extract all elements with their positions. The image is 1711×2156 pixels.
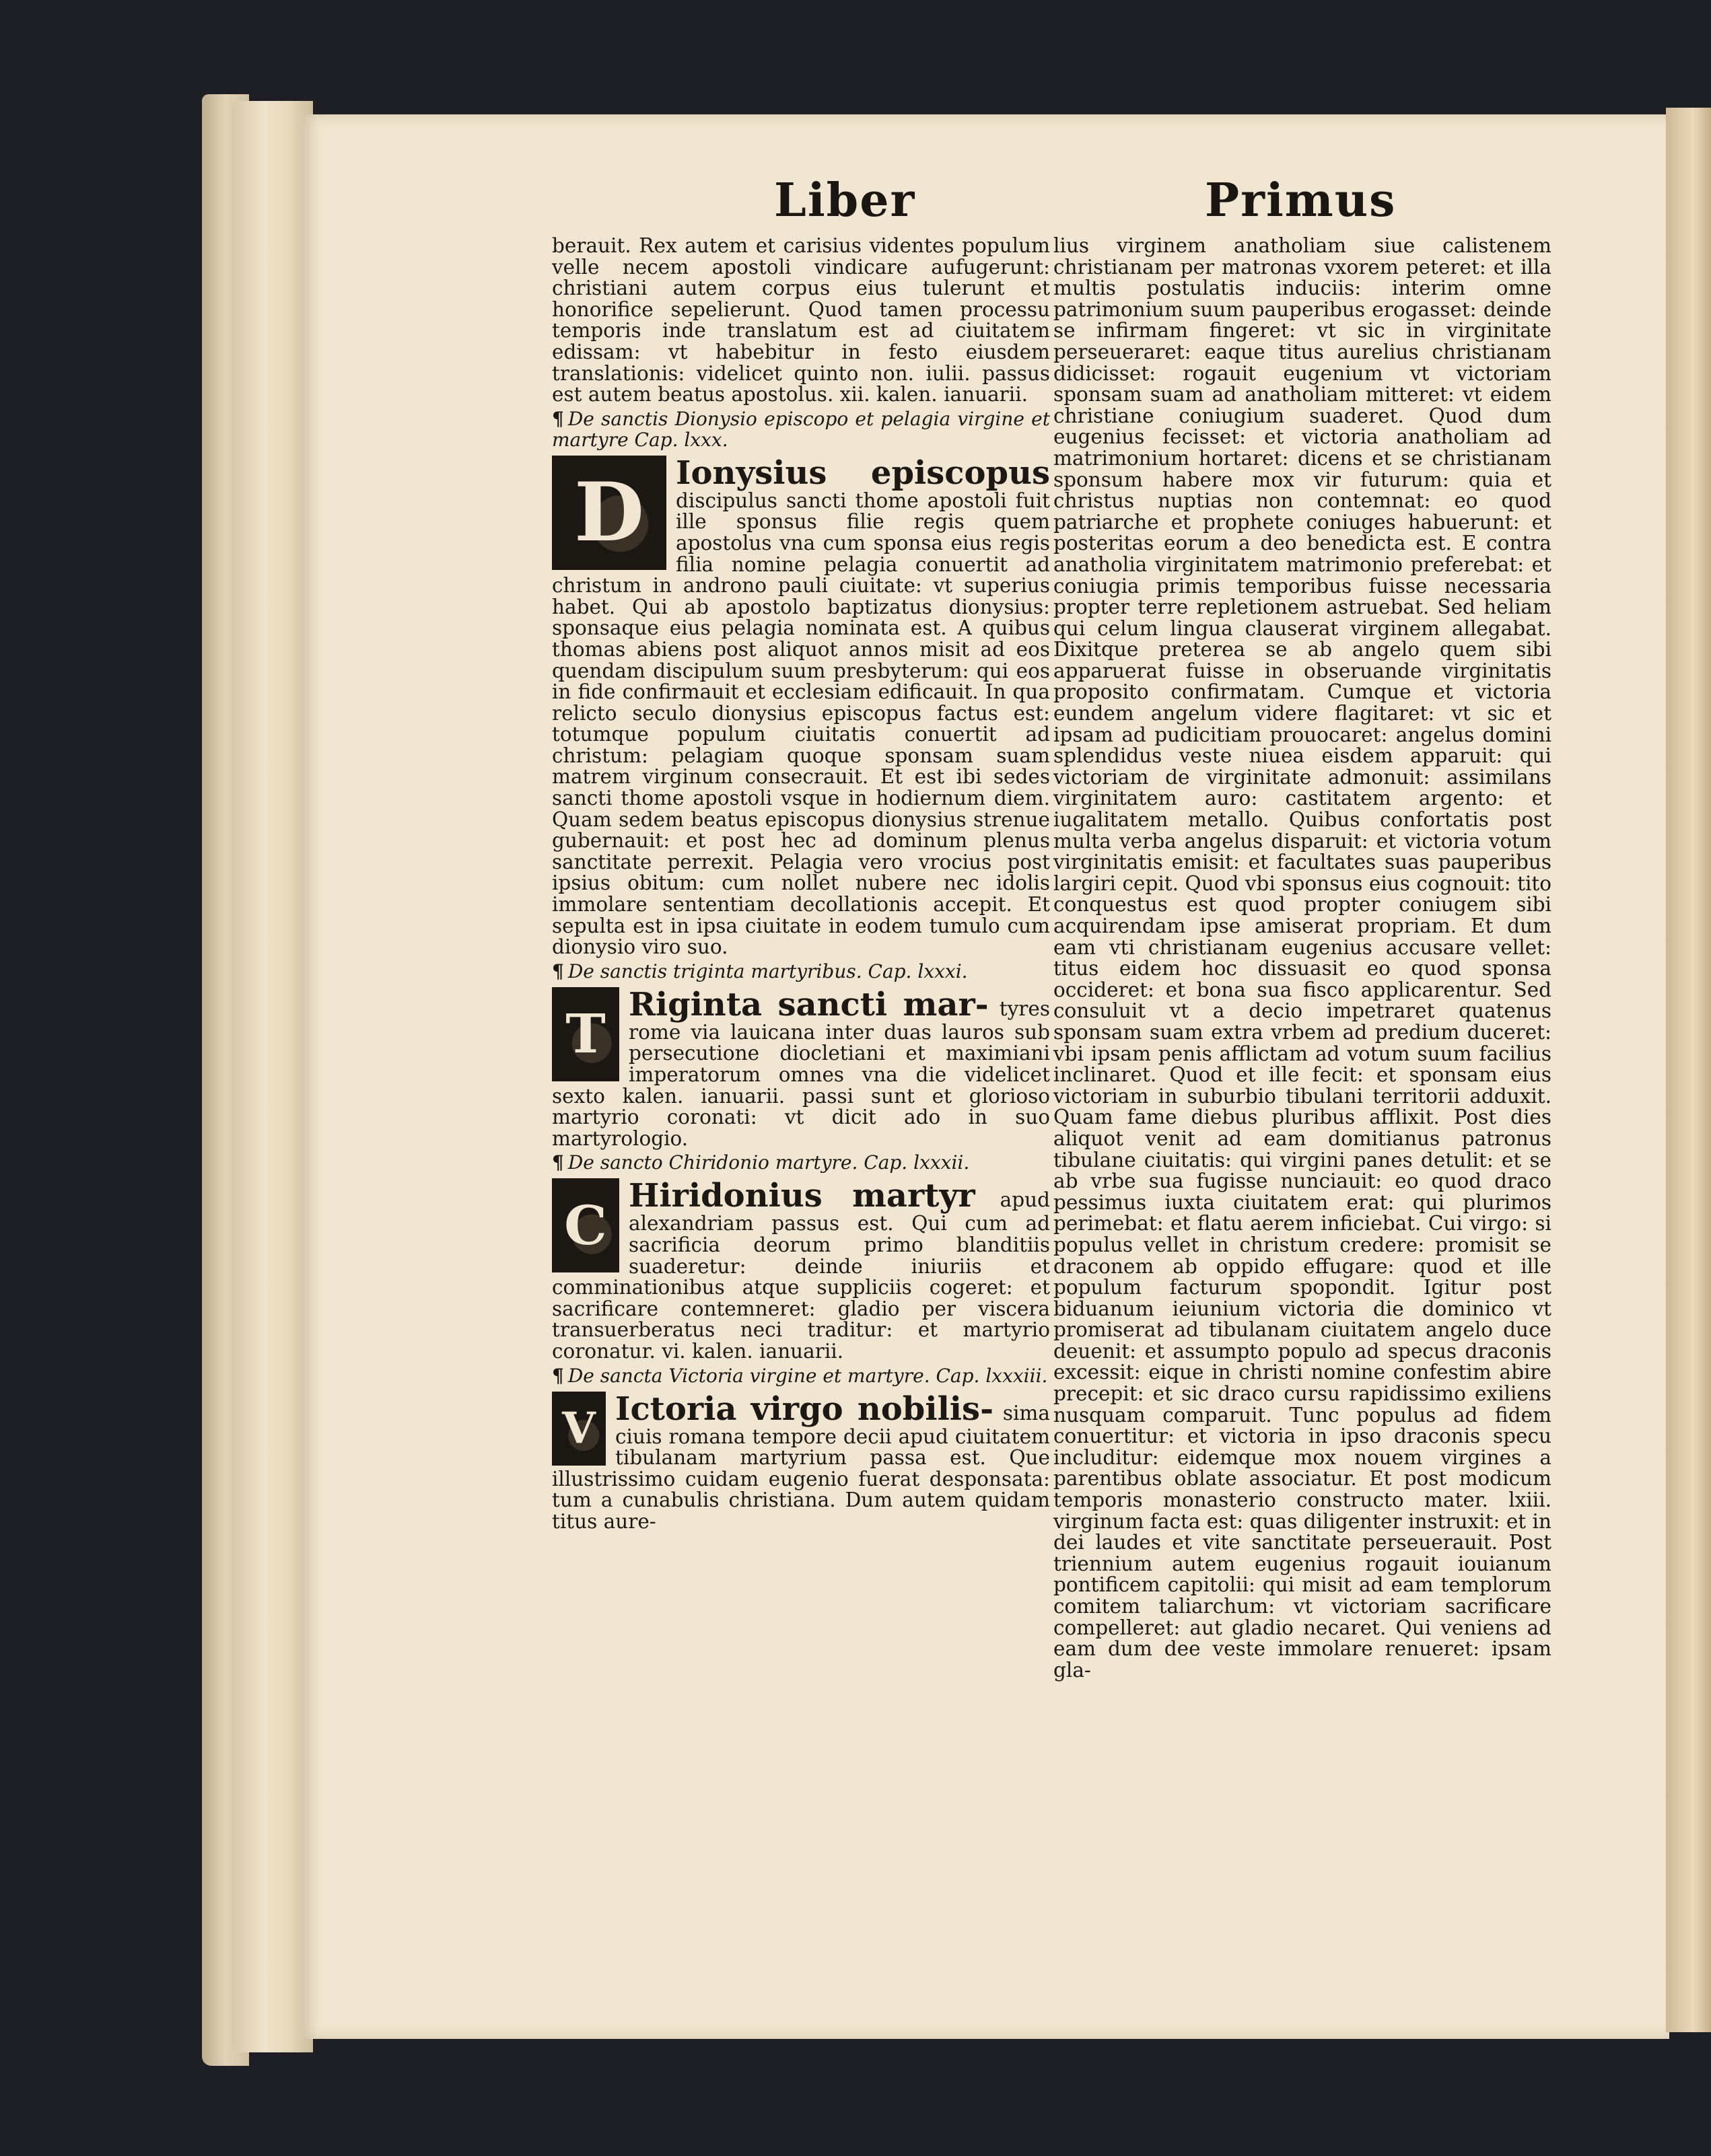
section-body: [552, 987, 1050, 1150]
pilcrow-icon: ¶: [552, 1364, 564, 1387]
section-caption: [552, 408, 1050, 450]
section-lead: Riginta sancti mar-: [629, 985, 989, 1023]
section-body: [552, 1392, 1050, 1533]
section-lead: Ictoria virgo nobilis-: [615, 1390, 993, 1428]
page-gutter: [232, 101, 313, 2052]
section-caption: [552, 1365, 1050, 1386]
section-lead: Ionysius episcopus: [676, 454, 1050, 492]
right-column-text: lius virginem anatholiam siue calistenem christianam per matronas vxorem peteret: et illa multis postulatis induciis: interim omne patrimonium suum pauperibus erogasset: deinde se infirmam fingeret: vt sic in virginitate perseueraret: eaque titus aurelius christianam didicisset: rogauit eugenium vt victoriam sponsam suam ad anatholiam mitteret: vt eidem christiane coniugium suaderet. Quod dum eugenius fecisset: et victoria anatholiam ad matrimonium hortaret: dicens et se christianam sponsum habere mox vir futurum: quia et christus nuptias non contemnat: eo quod patriarche et prophete coniuges habuerunt: et posteritas eorum a deo benedicta est. E contra anatholia virginitatem matrimonio preferebat: et coniugia primis temporibus fuisse necessaria propter terre repletionem astruebat. Sed heliam qui celum lingua clauserat virginem allegabat. Dixitque preterea se ab angelo quem sibi apparuerat fuisse in obseruande virginitatis proposito confirmatam. Cumque et victoria eundem angelum videre flagitaret: vt sic et ipsam ad pudicitiam prouocaret: angelus domini splendidus veste niuea eisdem apparuit: qui victoriam de virginitate admonuit: assimilans virginitatem auro: castitatem argento: et iugalitatem metallo. Quibus confortatis post multa verba angelus disparuit: et victoria votum virginitatis emisit: et facultates suas pauperibus largiri cepit. Quod vbi sponsus eius cognouit: tito conquestus est quod propter coniugem sibi acquirendam ipse amiserat propriam. Et dum eam vti christianam eugenius accusare vellet: titus eidem hoc dissuasit eo quod sponsa occideret: et bona sua fisco applicarentur. Sed consuluit vt a decio impetraret quatenus sponsam suam extra vrbem ad predium duceret: vbi ipsam penis afflictam ad votum suum facilius inclinaret. Quod et ille fecit: et sponsam eius victoriam in suburbio tibulani territorii adduxit. Quam fame diebus pluribus afflixit. Post dies aliquot venit ad eam domitianus patronus tibulane ciuitatis: qui virgini panes detulit: et se ab vrbe sua fugisse nunciauit: eo quod draco pessimus iuxta ciuitatem erat: qui plurimos perimebat: et flatu aerem inficiebat. Cui virgo: si populus vellet in christum credere: promisit se draconem ab oppido effugare: quod et ille populum facturum spopondit. Igitur post biduanum ieiunium victoria die dominico vt promiserat ad tibulanam ciuitatem angelo duce deuenit: et assumpto populo ad specus draconis excessit: eique in christi nomine confestim abire precepit: et sic draco cursu rapidissimo exiliens nusquam comparuit. Tunc populus ad fidem conuertitur: et victoria in ipso draconis specu includitur: eidemque mox nouem virgines a parentibus oblate associatur. Et post modicum temporis monasterio constructo mater. lxiii. virginum facta est: quas diligenter instruxit: et in dei laudes et vite sanctitate perseuerauit. Post triennium autem eugenius rogauit iouianum pontificem capitolii: qui misit ad eam templorum comitem taliarchum: vt victoriam sacrificare compelleret: aut gladio necaret. Qui veniens ad eam dum dee veste immolare renueret: ipsam gla-: [1053, 234, 1551, 1682]
section-text: sima ciuis romana tempore decii apud ciuitatem tibulanam martyrium passa est. Que illustrissimo cuidam eugenio fuerat desponsata: tum a cunabulis christiana. Dum autem quidam titus aure-: [552, 1401, 1050, 1533]
pilcrow-icon: ¶: [552, 960, 564, 982]
ornamental-initial-icon: T: [552, 987, 619, 1081]
pilcrow-icon: ¶: [552, 407, 564, 430]
caption-text: De sanctis Dionysio episcopo et pelagia virgine et martyre Cap. lxxx.: [552, 407, 1050, 451]
left-column-intro: berauit. Rex autem et carisius videntes populum velle necem apostoli vindicare aufugerunt: christiani autem corpus eius tulerunt et honorifice sepelierunt. Quod tamen processu temporis inde translatum est ad ciuitatem edissam: vt habebitur in festo eiusdem translationis: videlicet quinto non. iulii. passus est autem beatus apostolus. xii. kalen. ianuarii.: [552, 234, 1050, 406]
caption-text: De sancto Chiridonio martyre. Cap. lxxxii.: [567, 1151, 970, 1174]
running-header-right: Primus: [1205, 174, 1397, 227]
section-text: tyres rome via lauicana inter duas lauros sub persecutione diocletiani et maximiani imperatorum omnes vna die videlicet sexto kalen. ianuarii. passi sunt et glorioso martyrio coronati: vt dicit ado in suo martyrologio.: [552, 997, 1050, 1150]
ornamental-initial-icon: D: [552, 456, 666, 570]
right-column: [1053, 236, 1551, 1681]
section-text: apud alexandriam passus est. Qui cum ad sacrificia deorum primo blanditiis suaderetur: deinde iniuriis et comminationibus atque suppliciis cogeret: et sacrificare contemneret: gladio per viscera transuerberatus neci traditur: et martyrio coronatur. vi. kalen. ianuarii.: [552, 1188, 1050, 1363]
facing-page-edge: [1666, 108, 1711, 2032]
running-header-left: Liber: [774, 174, 916, 227]
left-column: [552, 236, 1050, 1533]
pilcrow-icon: ¶: [552, 1151, 564, 1174]
section-text: discipulus sancti thome apostoli fuit ille sponsus filie regis quem apostolus vna cum sponsa eius regis filia nomine pelagia conuertit ad christum in androno pauli ciuitate: vt superius habet. Qui ab apostolo baptizatus dionysius: sponsaque eius pelagia nominata est. A quibus thomas abiens post aliquot annos misit ad eos quendam discipulum suum presbyterum: qui eos in fide confirmauit et ecclesiam edificauit. In qua relicto seculo dionysius episcopus factus est: totumque populum ciuitatis conuertit ad christum: pelagiam quoque sponsam suam matrem virginum consecrauit. Et est ibi sedes sancti thome apostoli vsque in hodiernum diem. Quam sedem beatus episcopus dionysius strenue gubernauit: et post hec ad dominum plenus sanctitate perrexit. Pelagia vero vrocius post ipsius obitum: cum nollet nubere nec idolis immolare sententiam decollationis accepit. Et sepulta est in ipsa ciuitate in eodem tumulo cum dionysio viro suo.: [552, 489, 1050, 959]
ornamental-initial-icon: V: [552, 1392, 606, 1466]
section-caption: [552, 1152, 1050, 1173]
section-body: [552, 456, 1050, 958]
section-body: [552, 1178, 1050, 1362]
caption-text: De sancta Victoria virgine et martyre. Cap. lxxxiii.: [567, 1364, 1048, 1387]
section-caption: [552, 961, 1050, 982]
caption-text: De sanctis triginta martyribus. Cap. lxxxi.: [567, 960, 968, 982]
section-lead: Hiridonius martyr: [629, 1177, 975, 1215]
ornamental-initial-icon: C: [552, 1178, 619, 1272]
